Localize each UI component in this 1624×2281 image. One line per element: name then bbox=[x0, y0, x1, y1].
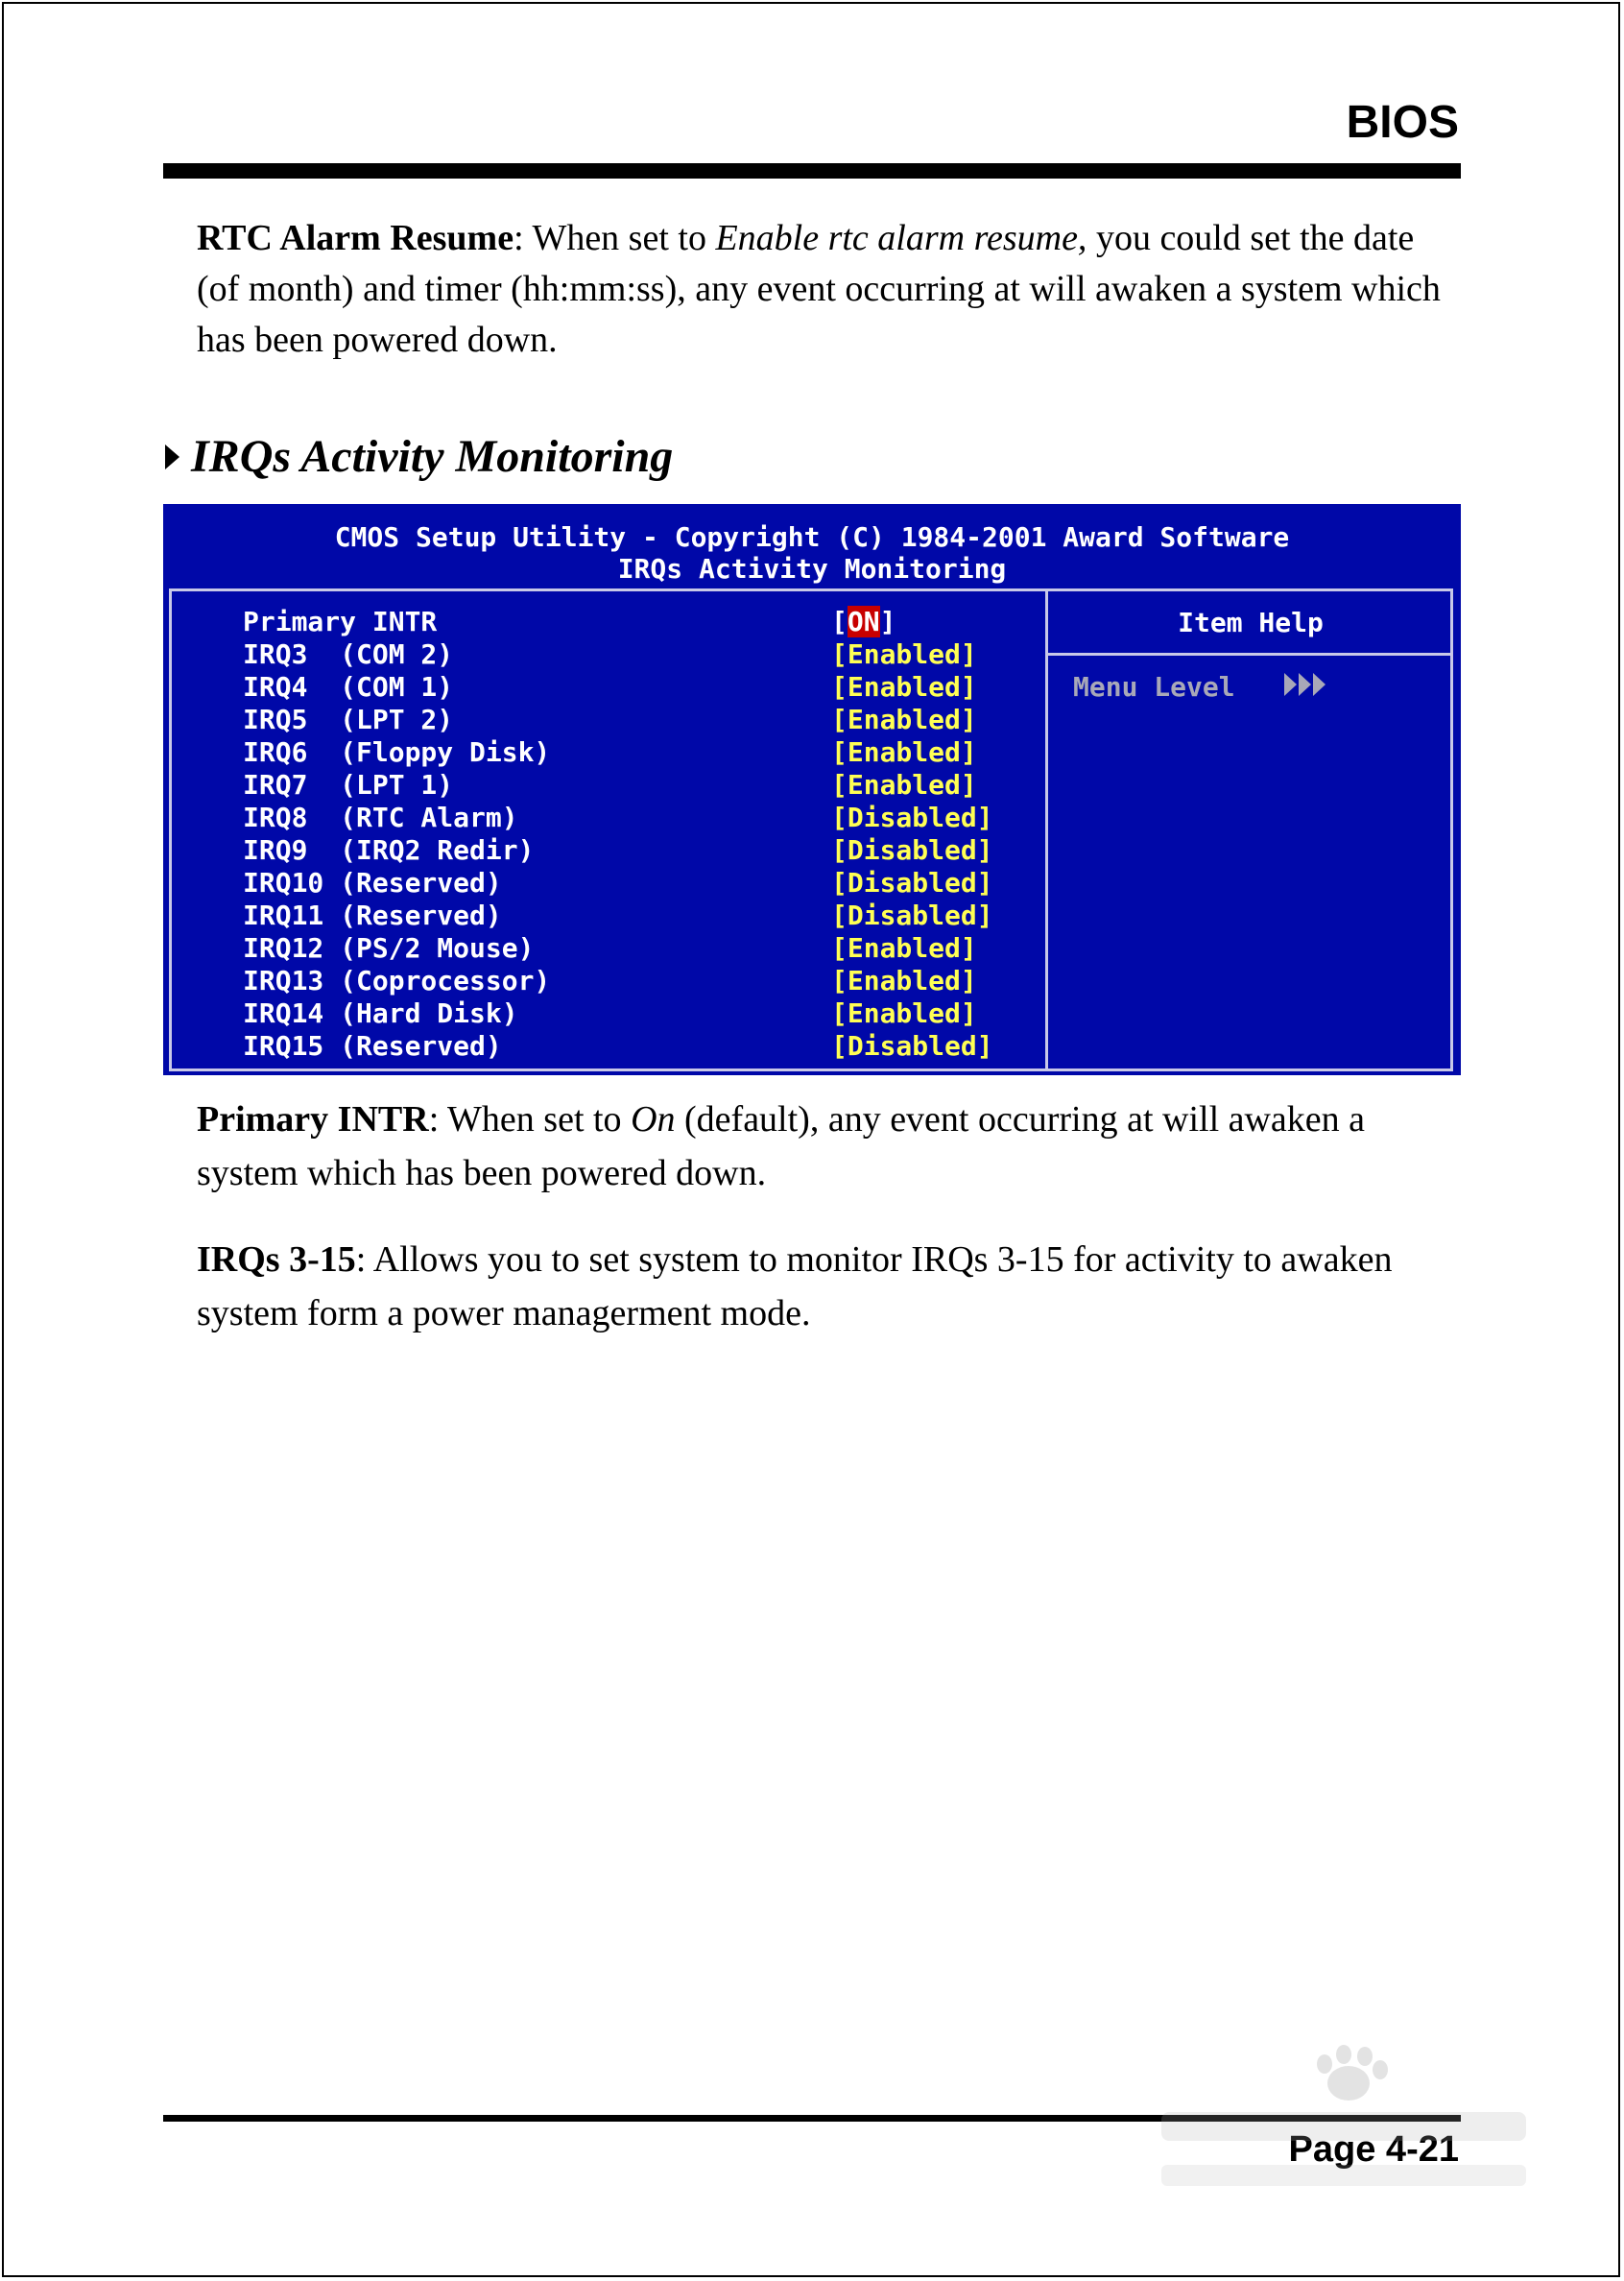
rtc-alarm-term: RTC Alarm Resume bbox=[197, 218, 514, 258]
selected-value-highlight[interactable]: ON bbox=[847, 606, 880, 637]
setting-label: IRQ8 (RTC Alarm) bbox=[243, 802, 518, 833]
bios-panel-divider bbox=[1045, 588, 1048, 1071]
irqs-term: IRQs 3-15 bbox=[197, 1239, 356, 1280]
rtc-alarm-paragraph bbox=[197, 213, 1464, 366]
setting-value[interactable]: [Disabled] bbox=[831, 900, 993, 931]
setting-label: IRQ6 (Floppy Disk) bbox=[243, 736, 551, 768]
setting-value[interactable]: [Enabled] bbox=[831, 965, 977, 996]
primary-intr-text-post: (default), any event occurring at will awaken a system which has been powered down. bbox=[197, 1099, 1366, 1193]
setting-label: IRQ5 (LPT 2) bbox=[243, 704, 454, 735]
irqs-paragraph bbox=[197, 1233, 1464, 1340]
setting-value[interactable]: [Enabled] bbox=[831, 671, 977, 703]
page-number: Page 4-21 bbox=[1288, 2129, 1459, 2170]
setting-label: IRQ11 (Reserved) bbox=[243, 900, 502, 931]
setting-label: Primary INTR bbox=[243, 606, 438, 637]
setting-value[interactable]: [Disabled] bbox=[831, 834, 993, 866]
setting-label: IRQ12 (PS/2 Mouse) bbox=[243, 932, 535, 964]
rtc-alarm-text-italic: Enable rtc alarm resume, bbox=[715, 218, 1087, 258]
help-panel-divider bbox=[1048, 653, 1453, 656]
setting-value[interactable]: [Disabled] bbox=[831, 1030, 993, 1062]
primary-intr-text-italic: On bbox=[631, 1099, 676, 1140]
setting-value[interactable]: [Enabled] bbox=[831, 769, 977, 801]
setting-label: IRQ4 (COM 1) bbox=[243, 671, 454, 703]
value-bracket-open: [ bbox=[831, 606, 848, 637]
setting-label: IRQ9 (IRQ2 Redir) bbox=[243, 834, 535, 866]
section-title: IRQs Activity Monitoring bbox=[191, 431, 674, 482]
setting-label: IRQ15 (Reserved) bbox=[243, 1030, 502, 1062]
setting-row-primary-intr[interactable] bbox=[243, 606, 896, 638]
item-help-title: Item Help bbox=[1178, 607, 1324, 638]
setting-value[interactable]: [Enabled] bbox=[831, 997, 977, 1029]
setting-label: IRQ14 (Hard Disk) bbox=[243, 997, 518, 1029]
setting-label: IRQ3 (COM 2) bbox=[243, 638, 454, 670]
setting-label: IRQ13 (Coprocessor) bbox=[243, 965, 551, 996]
rtc-alarm-text-pre: : When set to bbox=[513, 218, 716, 258]
primary-intr-term: Primary INTR bbox=[197, 1099, 429, 1140]
bios-title-line1: CMOS Setup Utility - Copyright (C) 1984-2001 Award Software bbox=[334, 521, 1290, 553]
rtc-alarm-text-post: you could set the date (of month) and timer (hh:mm:ss), any event occurring at will awaken a system which has been powered down. bbox=[197, 218, 1441, 360]
bios-screenshot bbox=[163, 504, 1461, 1075]
setting-value[interactable]: [Disabled] bbox=[831, 802, 993, 833]
setting-value[interactable]: [Enabled] bbox=[831, 736, 977, 768]
header-rule bbox=[163, 163, 1461, 179]
primary-intr-text-pre: : When set to bbox=[428, 1099, 632, 1140]
menu-level-label: Menu Level bbox=[1073, 671, 1235, 703]
setting-value[interactable]: [Enabled] bbox=[831, 638, 977, 670]
setting-value[interactable] bbox=[831, 606, 896, 638]
setting-label: IRQ7 (LPT 1) bbox=[243, 769, 454, 801]
setting-value[interactable]: [Disabled] bbox=[831, 867, 993, 899]
irqs-text: : Allows you to set system to monitor IRQs 3-15 for activity to awaken system form a power managerment mode. bbox=[197, 1239, 1393, 1333]
watermark-paw-icon bbox=[1152, 2045, 1536, 2208]
bullet-triangle-icon bbox=[165, 444, 179, 469]
value-bracket-close: ] bbox=[879, 606, 896, 637]
setting-value[interactable]: [Enabled] bbox=[831, 704, 977, 735]
bios-title-line2: IRQs Activity Monitoring bbox=[617, 553, 1007, 585]
menu-level-arrows-icon bbox=[1284, 673, 1325, 696]
section-heading bbox=[165, 430, 673, 483]
setting-label: IRQ10 (Reserved) bbox=[243, 867, 502, 899]
primary-intr-paragraph bbox=[197, 1092, 1464, 1200]
header-title: BIOS bbox=[1346, 97, 1459, 148]
setting-value[interactable]: [Enabled] bbox=[831, 932, 977, 964]
